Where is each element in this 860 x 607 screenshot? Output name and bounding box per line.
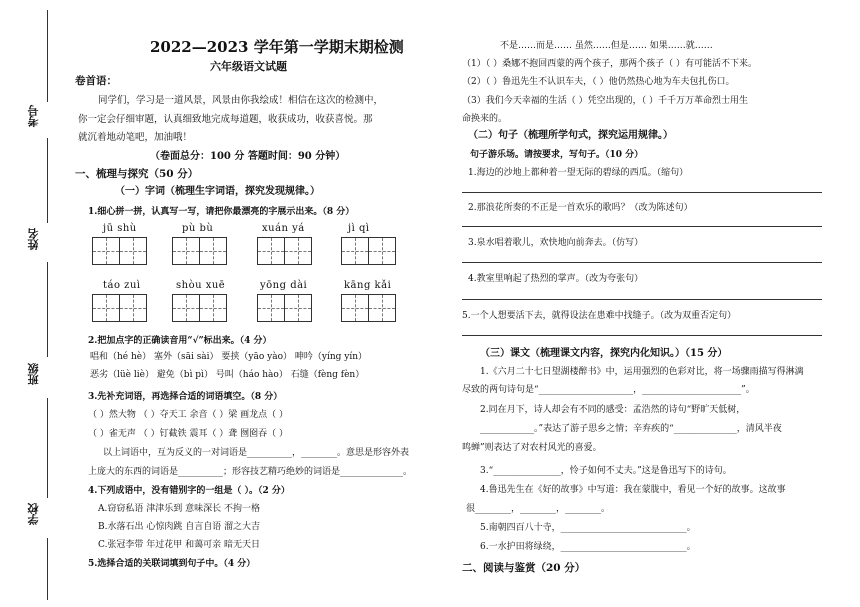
char-grid[interactable] bbox=[92, 237, 147, 265]
conjunction-options: 不是……而是…… 虽然……但是…… 如果……就…… bbox=[500, 41, 713, 51]
intro-line: 同学们，学习是一道风景，风景由你我绘成！相信在这次的检测中， bbox=[98, 95, 384, 106]
part2-heading: 二、阅读与鉴赏（20 分） bbox=[462, 562, 586, 574]
pinyin-label: pù bù bbox=[182, 223, 214, 234]
sentences-instruction: 句子游乐场。请按要求，写句子。（10 分） bbox=[470, 150, 644, 160]
class-field[interactable] bbox=[47, 398, 48, 498]
class-label: 班级 bbox=[27, 363, 40, 385]
score-time: （卷面总分：100 分 答题时间：90 分钟） bbox=[150, 151, 346, 162]
q4-option-b[interactable]: B.水落石出 心惊肉跳 自言自语 溜之大吉 bbox=[98, 522, 261, 532]
exam-subtitle: 六年级语文试题 bbox=[210, 60, 287, 73]
pinyin-label: jū shù bbox=[103, 223, 137, 234]
text-q5[interactable]: 5.南朝四百八十寺，____________________________。 bbox=[480, 523, 696, 533]
name-label: 姓名 bbox=[27, 228, 40, 250]
section-sentences-heading: （二）句子（梳理所学句式，探究运用规律。） bbox=[468, 130, 673, 141]
sentence-task-1: 1.海边的沙地上都种着一望无际的碧绿的西瓜。（缩句） bbox=[468, 168, 689, 178]
answer-line[interactable] bbox=[462, 299, 822, 300]
section-texts-heading: （三）课文（梳理课文内容，探究内化知识。）（15 分） bbox=[480, 348, 728, 359]
pinyin-label: kāng kǎi bbox=[344, 280, 392, 291]
char-grid[interactable] bbox=[257, 294, 312, 322]
binding-line bbox=[47, 10, 48, 102]
q2-options[interactable]: 恶劣（lüè liè） 避免（bì pì） 号叫（háo hào） 石缝（fèng fèn） bbox=[90, 370, 365, 380]
exam-title: 2022—2023 学年第一学期末期检测 bbox=[150, 38, 404, 56]
answer-line[interactable] bbox=[462, 226, 822, 227]
text-q4: 4.鲁迅先生在《好的故事》中写道：我在蒙胧中，看见一个好的故事。这故事 bbox=[480, 485, 786, 495]
sentence-task-3: 3.泉水唱着歌儿，欢快地向前奔去。（仿写） bbox=[468, 238, 644, 248]
answer-line[interactable] bbox=[462, 335, 822, 336]
sentence-task-2: 2.那浪花所奏的不正是一首欢乐的歌吗？（改为陈述句） bbox=[468, 203, 693, 213]
question-1: 1.细心拼一拼，认真写一写，请把你最漂亮的字展示出来。（8 分） bbox=[88, 207, 355, 217]
text-q1-fill[interactable]: 尽致的两句诗句是“_____________________，______________________”。 bbox=[462, 385, 755, 395]
q2-options[interactable]: 唱和（hé hè） 塞外（sāi sài） 要挟（yāo yào） 呻吟（yíng yín） bbox=[90, 352, 368, 362]
text-q3[interactable]: 3.“_______________，怜子如何不丈夫。”这是鲁迅写下的诗句。 bbox=[480, 466, 732, 476]
intro-line: 你一定会仔细审题，认真细致地完成每道题，收获成功，收获喜悦。那 bbox=[78, 114, 373, 125]
text-q2-fill[interactable]: ____________。”表达了游子思乡之情；辛弃疾的“______________，清风半夜 bbox=[480, 424, 782, 434]
sentence-task-4: 4.教室里响起了热烈的掌声。（改为夸张句） bbox=[468, 274, 644, 284]
char-grid[interactable] bbox=[92, 294, 147, 322]
question-5: 5.选择合适的关联词填到句子中。（4 分） bbox=[88, 559, 256, 569]
school-field[interactable] bbox=[47, 538, 48, 600]
q4-option-a[interactable]: A.窃窃私语 津津乐到 意味深长 不拘一格 bbox=[98, 504, 260, 514]
name-field[interactable] bbox=[47, 262, 48, 357]
pinyin-label: yōng dài bbox=[260, 280, 308, 291]
pinyin-label: xuán yá bbox=[262, 223, 305, 234]
pinyin-label: táo zuì bbox=[103, 280, 141, 291]
pinyin-label: shòu xuē bbox=[176, 280, 226, 291]
char-grid[interactable] bbox=[172, 237, 227, 265]
exam-no-field[interactable] bbox=[47, 138, 48, 223]
char-grid[interactable] bbox=[257, 237, 312, 265]
section-words-heading: （一）字词（梳理生字词语，探究发现规律。） bbox=[115, 186, 320, 197]
char-grid[interactable] bbox=[341, 294, 396, 322]
text-q2: 2.同在月下，诗人却会有不同的感受：孟浩然的诗句“野旷天低树， bbox=[480, 405, 746, 415]
q3-words[interactable]: （ ）然大物 （ ）夺天工 余音（ ）梁 画龙点（ ） bbox=[88, 410, 289, 420]
char-grid[interactable] bbox=[341, 237, 396, 265]
text-q6[interactable]: 6.一水护田将绿绕，____________________________。 bbox=[480, 542, 696, 552]
answer-line[interactable] bbox=[462, 262, 822, 263]
question-2: 2.把加点字的正确读音用“√”标出来。（4 分） bbox=[88, 336, 272, 346]
q5-item-2[interactable]: （2）（ ）鲁迅先生不认识车夫，（ ）他仍然热心地为车夫包扎伤口。 bbox=[462, 77, 735, 87]
q5-item-3[interactable]: （3）我们今天幸福的生活（ ）凭空出现的，（ ）千千万万革命烈士用生 bbox=[462, 96, 748, 106]
q3-words[interactable]: （ ）雀无声 （ ）钉截铁 震耳（ ）聋 囫囵吞（ ） bbox=[88, 429, 289, 439]
q3-fill[interactable]: 以上词语中，互为反义的一对词语是__________，________。意思是形容外表 bbox=[103, 448, 410, 458]
text-q2-cont: 鸣蝉”则表达了对农村风光的喜爱。 bbox=[462, 443, 602, 453]
q5-item-1[interactable]: （1）（ ）桑娜不抱回西蒙的两个孩子，那两个孩子（ ）有可能活不下来。 bbox=[462, 59, 757, 69]
q4-option-c[interactable]: C.张冠李带 年过花甲 和蔼可亲 暗无天日 bbox=[98, 540, 261, 550]
question-4: 4.下列成语中，没有错别字的一组是（ ）。（2 分） bbox=[88, 486, 290, 496]
exam-no-label: 考号 bbox=[27, 105, 40, 127]
part1-heading: 一、梳理与探究（50 分） bbox=[75, 168, 199, 180]
text-q4-fill[interactable]: 很________，________，________。 bbox=[466, 504, 611, 514]
school-label: 学校 bbox=[27, 503, 40, 525]
question-3: 3.先补充词语，再选择合适的词语填空。（8 分） bbox=[88, 392, 283, 402]
q3-fill[interactable]: 上庞大的东西的词语是__________；形容技艺精巧绝妙的词语是______________。 bbox=[88, 467, 413, 477]
answer-line[interactable] bbox=[462, 192, 822, 193]
binding-margin bbox=[0, 0, 56, 607]
char-grid[interactable] bbox=[172, 294, 227, 322]
q5-item-3-cont: 命换来的。 bbox=[462, 114, 508, 124]
intro-label: 卷首语： bbox=[75, 75, 117, 87]
pinyin-label: jì qì bbox=[348, 223, 370, 234]
sentence-task-5: 5.一个人想要活下去，就得设法在患难中找缝子。（改为双重否定句） bbox=[462, 311, 737, 321]
text-q1: 1.《六月二十七日望湖楼醉书》中，运用强烈的色彩对比，将一场骤雨描写得淋漓 bbox=[480, 367, 804, 377]
intro-line: 就沉着地动笔吧，加油哦！ bbox=[78, 132, 193, 143]
